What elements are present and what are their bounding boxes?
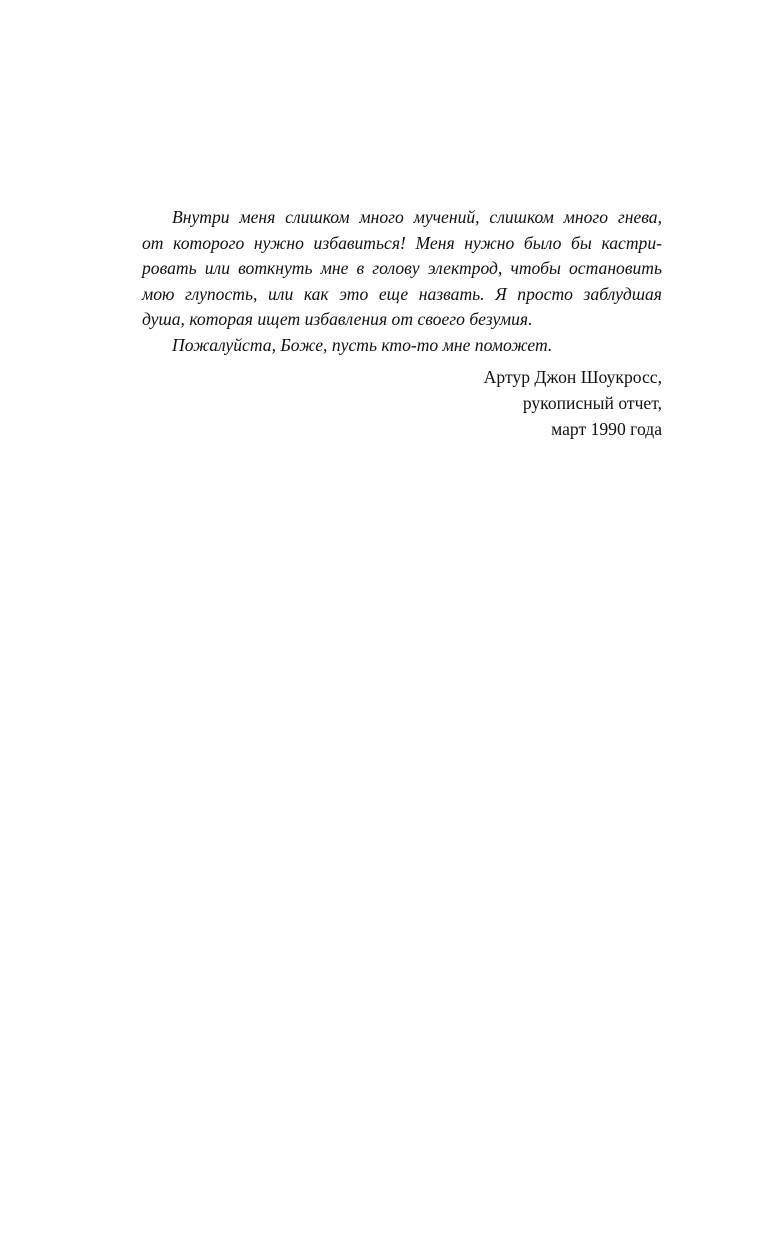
epigraph-paragraph-2 <box>142 333 662 359</box>
attribution-author: Артур Джон Шоукросс, <box>483 367 662 387</box>
epigraph-line-1: Внутри меня слишком много мучений, слишком много гнева, <box>172 207 662 227</box>
epigraph <box>142 205 662 442</box>
epigraph-line-3: ровать или воткнуть мне в голову электрод, чтобы остановить <box>142 258 662 278</box>
attribution-source: рукописный отчет, <box>522 393 662 413</box>
epigraph-line-5: душа, которая ищет избавления от своего безумия. <box>142 309 533 329</box>
epigraph-line-4: мою глупость, или как это еще назвать. Я просто заблудшая <box>142 283 662 304</box>
epigraph-paragraph-1 <box>142 205 662 333</box>
epigraph-line-2: от которого нужно избавиться! Меня нужно было бы кастри- <box>142 232 662 253</box>
epigraph-attribution <box>142 364 662 442</box>
epigraph-line-6: Пожалуйста, Боже, пусть кто-то мне поможет. <box>172 334 553 355</box>
attribution-date: март 1990 года <box>551 419 662 439</box>
